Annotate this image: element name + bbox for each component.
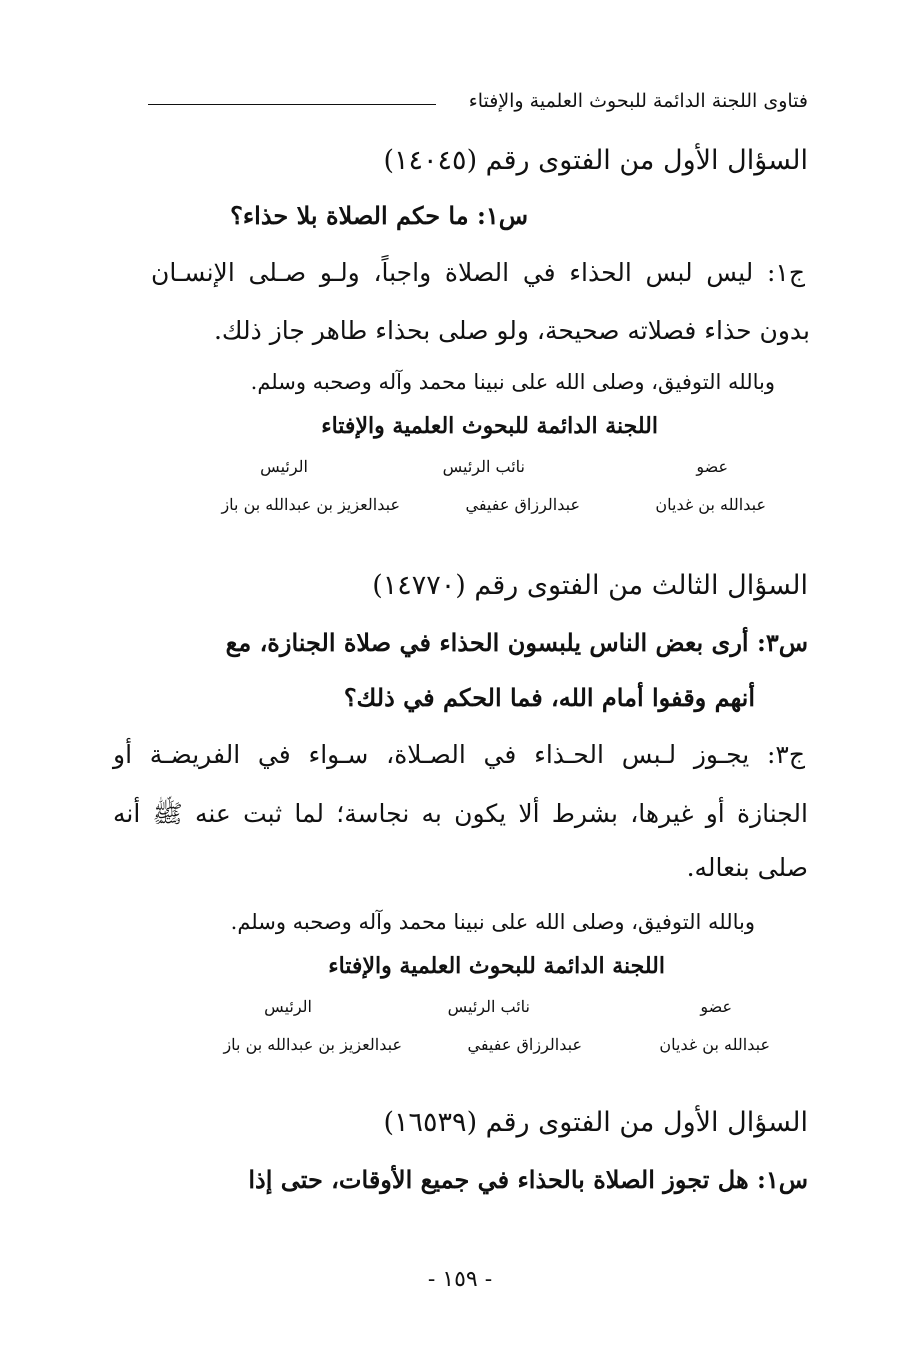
signatory-name: عبدالعزيز بن عبدالله بن باز bbox=[223, 1035, 402, 1054]
question-line: س٣: أرى بعض الناس يلبسون الحذاء في صلاة الجنازة، مع bbox=[225, 628, 808, 657]
signatory-name: عبدالعزيز بن عبدالله بن باز bbox=[221, 495, 400, 514]
answer-line: ج١: ليس لبس الحذاء في الصلاة واجباً، ولـو صـلى الإنسـان bbox=[151, 258, 805, 287]
running-header: فتاوى اللجنة الدائمة للبحوث العلمية والإفتاء bbox=[468, 90, 808, 112]
answer-line: بدون حذاء فصلاته صحيحة، ولو صلى بحذاء طاهر جاز ذلك. bbox=[213, 316, 810, 345]
signatory-role: الرئيس bbox=[260, 457, 308, 476]
question-line: س١: هل تجوز الصلاة بالحذاء في جميع الأوقات، حتى إذا bbox=[248, 1165, 808, 1194]
question-line: أنهم وقفوا أمام الله، فما الحكم في ذلك؟ bbox=[343, 683, 755, 712]
signatory-role: الرئيس bbox=[264, 997, 312, 1016]
signatory-role: عضو bbox=[700, 997, 732, 1016]
answer-line: صلى بنعاله. bbox=[686, 853, 808, 882]
signatory-name: عبدالله بن غديان bbox=[659, 1035, 770, 1054]
committee-name: اللجنة الدائمة للبحوث العلمية والإفتاء bbox=[328, 953, 665, 979]
page-number: - ١٥٩ - bbox=[427, 1267, 493, 1292]
fatwa-title: السؤال الثالث من الفتوى رقم (١٤٧٧٠) bbox=[372, 570, 808, 601]
signatory-name: عبدالرزاق عفيفي bbox=[467, 1035, 582, 1054]
answer-line: ج٣: يجـوز لـبس الحـذاء في الصـلاة، سـواء في الفريضـة أو bbox=[113, 740, 805, 769]
fatwa-title: السؤال الأول من الفتوى رقم (١٦٥٣٩) bbox=[383, 1107, 808, 1138]
question-line: س١: ما حكم الصلاة بلا حذاء؟ bbox=[230, 201, 528, 230]
signatory-name: عبدالله بن غديان bbox=[655, 495, 766, 514]
closing-formula: وبالله التوفيق، وصلى الله على نبينا محمد وآله وصحبه وسلم. bbox=[250, 370, 775, 394]
answer-line: الجنازة أو غيرها، بشرط ألا يكون به نجاسة؛ لما ثبت عنه ﷺ أنه bbox=[113, 799, 808, 828]
signatory-role: نائب الرئيس bbox=[442, 457, 525, 476]
fatwa-title: السؤال الأول من الفتوى رقم (١٤٠٤٥) bbox=[383, 145, 808, 176]
signatory-role: عضو bbox=[696, 457, 728, 476]
signatory-name: عبدالرزاق عفيفي bbox=[465, 495, 580, 514]
closing-formula: وبالله التوفيق، وصلى الله على نبينا محمد وآله وصحبه وسلم. bbox=[230, 910, 755, 934]
committee-name: اللجنة الدائمة للبحوث العلمية والإفتاء bbox=[321, 413, 658, 439]
signatory-role: نائب الرئيس bbox=[447, 997, 530, 1016]
header-rule bbox=[148, 104, 436, 105]
